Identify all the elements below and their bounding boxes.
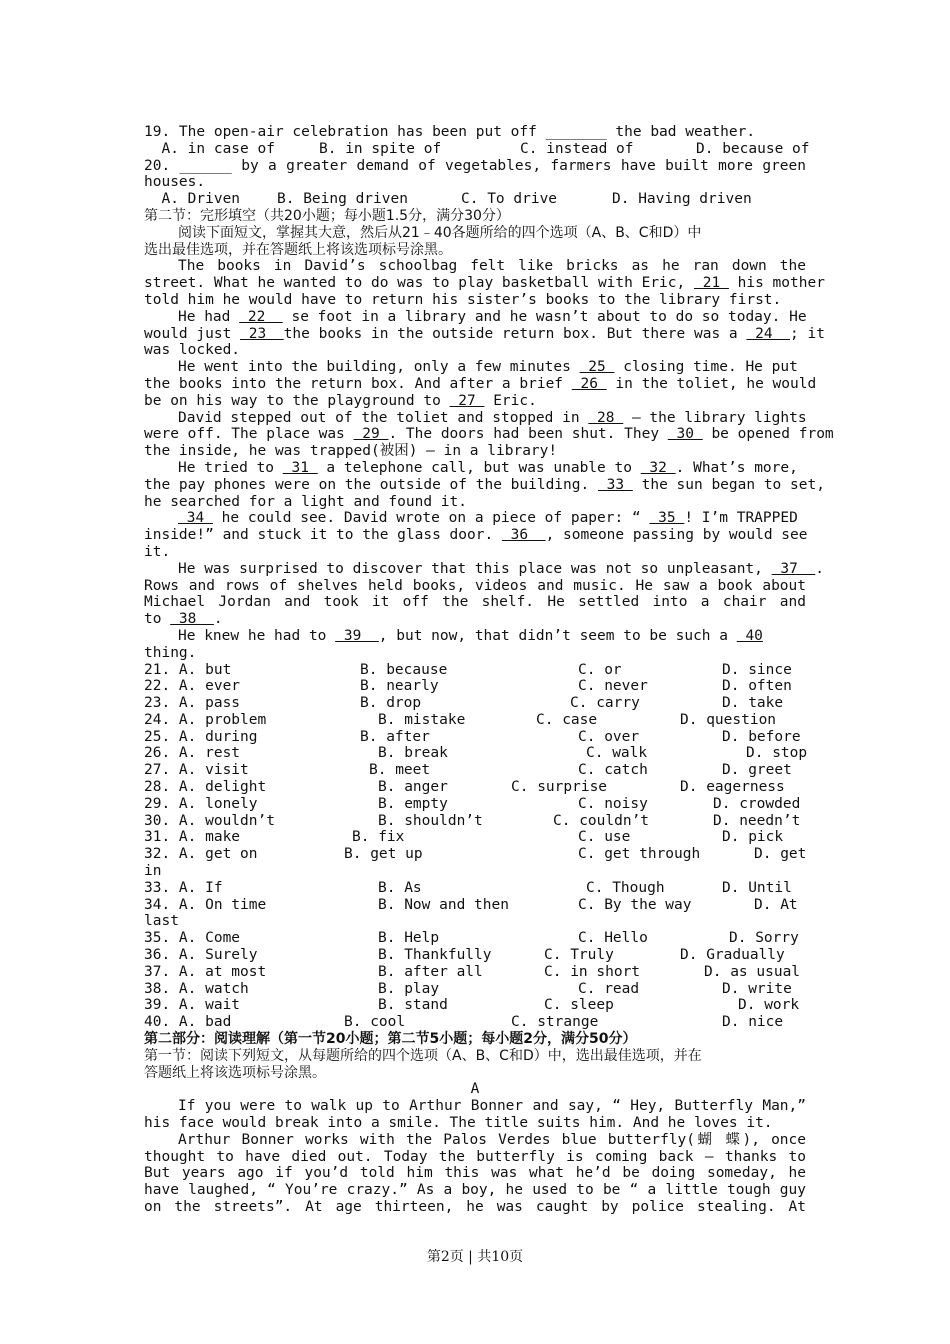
option-b: B. meet [369,762,431,779]
part2-instruction-line1: 第一节：阅读下列短文，从每题所给的四个选项（A、B、C和D）中，选出最佳选项，并在 [144,1047,702,1064]
option-c: C. couldn’t [553,812,650,829]
q19-stem: 19. The open-air celebration has been put off _______ the bad weather. [144,124,756,140]
text: He tried to [178,459,283,476]
option-a: 34. A. On time [144,896,267,913]
q19-option-a: A. in case of [144,140,275,157]
text: He had [178,308,240,325]
section2-instruction-line1: 阅读下面短文，掌握其大意，然后从21﹣40各题所给的四个选项（A、B、C和D）中 [178,224,702,241]
option-row [144,997,806,1014]
blank-27: 27 [449,392,485,409]
option-row [144,880,806,897]
text: be opened from [702,426,834,443]
q19-option-b: B. in spite of [319,140,442,157]
option-b: B. As [378,879,422,896]
option-wrap: in [144,863,162,880]
option-a: 26. A. rest [144,745,241,762]
passage-p6-line2 [144,527,806,544]
option-b: B. anger [378,779,448,796]
blank-25: 25 [579,359,615,376]
text: the sun began to set, [632,476,825,493]
passage-a-line1: If you were to walk up to Arthur Bonner and say, “ Hey, Butterfly Man,” [178,1098,806,1115]
passage-a-line3: Arthur Bonner works with the Palos Verdes blue butterfly(蝴 蝶), once [178,1131,806,1148]
text: ; it [790,325,825,342]
option-b: B. cool [344,1014,406,1031]
q20-options [144,191,806,208]
text: , someone passing by would see [545,527,808,544]
option-b: B. nearly [360,678,439,695]
text: to [144,611,171,628]
page-footer: 第2页 | 共10页 [426,1249,524,1265]
option-d: D. pick [722,829,784,846]
option-a: 32. A. get on [144,846,258,863]
option-d: D. At [754,896,798,913]
option-d: D. get [754,846,807,863]
passage-a-line4: thought to have died out. Today the butterfly is coming back — thanks to [144,1148,806,1165]
text: the books into the return box. And after a brief [144,375,572,392]
passage-p1-line2 [144,275,825,292]
section2-heading: 第二节：完形填空（共20小题；每小题1.5分，满分30分） [144,207,510,224]
option-a: 22. A. ever [144,678,241,695]
passage-p2-line3: was locked. [144,342,241,359]
passage-p5-line1 [144,460,806,477]
option-d: D. since [722,661,792,678]
option-row [144,829,806,846]
text: his mother [728,275,825,292]
option-d: D. needn’t [713,812,801,829]
passage-p3-line2 [144,375,817,393]
option-b: B. shouldn’t [378,812,483,829]
part2-instruction-line2: 答题纸上将该选项标号涂黑。 [144,1064,326,1081]
option-row [144,712,806,729]
text: were off. The place was [144,426,354,443]
option-d: D. question [680,711,777,728]
option-b: B. after [360,728,430,745]
option-c: C. surprise [511,779,608,796]
text: . The doors had been shut. They [388,426,668,443]
passage-a-line2: his face would break into a smile. The title suits him. And he loves it. [144,1115,773,1132]
option-d: D. crowded [713,795,801,812]
passage-p6-line1 [144,510,806,527]
option-d: D. eagerness [680,779,785,796]
option-c: C. never [578,678,648,695]
option-a: 36. A. Surely [144,947,258,964]
option-c: C. case [536,711,598,728]
text: the books in the outside return box. But there was a [283,325,747,342]
option-c: C. in short [544,963,641,980]
text: . [815,560,825,577]
text: a telephone call, but was unable to [317,459,641,476]
blank-22: 22 [239,308,283,325]
blank-29: 29 [353,426,389,443]
blank-32: 32 [640,459,676,476]
page-content [144,124,834,1216]
option-b: B. fix [352,829,405,846]
option-b: B. Help [378,930,440,947]
passage-p1-line1: The books in David’s schoolbag felt like bricks as he ran down the [178,258,806,275]
option-row [144,947,806,964]
part2-heading: 第二部分：阅读理解（第一节20小题；第二节5小题；每小题2分，满分50分） [144,1031,637,1048]
passage-p4-line2 [144,426,834,443]
option-a: 21. A. but [144,661,232,678]
option-row [144,762,806,779]
option-d: D. Sorry [729,930,799,947]
option-wrap: last [144,913,179,930]
option-d: D. often [722,678,792,695]
option-d: D. Until [722,879,792,896]
option-row [144,662,806,679]
text: — the library lights [623,409,807,426]
option-a: 24. A. problem [144,711,267,728]
option-b: B. Now and then [378,896,509,913]
option-row [144,678,806,695]
option-c: C. walk [586,745,648,762]
passage-p4-line3: the inside, he was trapped(被困) — in a library! [144,443,558,460]
passage-p7-line2: Rows and rows of shelves held books, videos and music. He saw a book about [144,577,806,594]
blank-35: 35 [649,510,685,527]
option-c: C. noisy [578,795,648,812]
text: Eric. [484,392,537,409]
option-c: C. carry [570,695,640,712]
passage-p2-line1 [144,309,806,326]
option-c: C. get through [578,846,701,863]
option-c: C. use [578,829,631,846]
q20-option-b: B. Being driven [277,191,408,208]
text: inside!” and stuck it to the glass door. [144,527,502,544]
option-c: C. sleep [544,997,614,1014]
option-row [144,981,806,998]
text: the pay phones were on the outside of the building. [144,476,598,493]
option-c: C. or [578,661,622,678]
option-a: 27. A. visit [144,762,249,779]
option-b: B. because [360,661,448,678]
passage-p5-line2 [144,476,825,494]
option-row [144,695,806,712]
option-a: 37. A. at most [144,963,267,980]
option-row [144,729,806,746]
text: David stepped out of the toliet and stopped in [178,409,589,426]
option-row [144,846,806,863]
q19-option-d: D. because of [696,140,810,157]
option-row [144,930,806,947]
text: . What’s more, [675,459,798,476]
passage-p8-line1 [144,628,806,645]
option-b: B. after all [378,963,483,980]
option-d: D. nice [722,1014,784,1031]
option-c: C. Hello [578,930,648,947]
blank-31: 31 [282,459,318,476]
option-a: 23. A. pass [144,695,241,712]
text: se foot in a library and he wasn’t about to do so today. He [282,308,807,325]
option-b: B. mistake [378,711,466,728]
option-d: D. before [722,728,801,745]
passage-p7-line4 [144,611,806,628]
option-c: C. strange [511,1014,599,1031]
option-a: 38. A. watch [144,980,249,997]
option-d: D. greet [722,762,792,779]
passage-p8-line2: thing. [144,644,197,661]
option-b: B. Thankfully [378,947,492,964]
option-a: 33. A. If [144,879,223,896]
blank-34: 34 [178,510,213,527]
option-d: D. write [722,980,792,997]
option-row [144,1014,806,1031]
option-row [144,779,806,796]
option-a: 39. A. wait [144,997,241,1014]
passage-a-line5: But years ago if you’d told him this was what he’d be doing someday, he [144,1165,806,1182]
text: would just [144,325,241,342]
option-c: C. Truly [544,947,614,964]
section2-instruction-line2: 选出最佳选项，并在答题纸上将该选项标号涂黑。 [144,241,452,258]
passage-p7-line3: Michael Jordan and took it off the shelf. He settled into a chair and [144,594,806,611]
blank-38: 38 [170,611,214,628]
option-c: C. catch [578,762,648,779]
blank-33: 33 [597,476,633,493]
option-c: C. Though [586,879,665,896]
passage-p1-line3: told him he would have to return his sister’s books to the library first. [144,291,782,308]
option-a: 25. A. during [144,728,258,745]
passage-p2-line2 [144,325,825,343]
option-c: C. over [578,728,640,745]
q19-options [144,140,810,158]
option-row [144,796,806,813]
text: He went into the building, only a few minutes [178,359,580,376]
blank-39: 39 [335,627,379,644]
blank-26: 26 [571,375,607,392]
option-a: 30. A. wouldn’t [144,812,275,829]
passage-p3-line3 [144,393,806,410]
passage-p4-line1 [144,410,806,427]
text: , but now, that didn’t seem to be such a [378,627,737,644]
passage-p7-line1 [144,560,825,578]
option-a: 31. A. make [144,829,241,846]
blank-21: 21 [693,275,729,292]
blank-37: 37 [771,560,816,577]
q20-option-d: D. Having driven [612,191,752,208]
option-a: 29. A. lonely [144,795,258,812]
option-d: D. Gradually [680,947,785,964]
option-d: D. work [738,997,800,1014]
blank-40: 40 [736,627,763,644]
q20-option-c: C. To drive [461,191,558,208]
passage-a-line7: on the streets”. At age thirteen, he was caught by police stealing. At [144,1199,806,1215]
blank-23: 23 [240,325,284,342]
blank-36: 36 [501,527,546,544]
text: He knew he had to [178,627,336,644]
text: street. What he wanted to do was to play basketball with Eric, [144,275,694,292]
cloze-options [144,662,806,1032]
text: He was surprised to discover that this place was not so unpleasant, [178,560,772,577]
option-c: C. By the way [578,896,692,913]
option-d: D. stop [746,745,808,762]
passage-p6-line3: it. [144,543,171,560]
option-a: 40. A. bad [144,1014,232,1031]
text: be on his way to the playground to [144,392,450,409]
q20-option-a: A. Driven [144,191,241,208]
option-b: B. stand [378,997,448,1014]
option-b: B. play [378,980,440,997]
passage-a-line6: have laughed, “ You’re crazy.” As a boy, he used to be “ a little tough guy [144,1182,806,1199]
text: ! I’m TRAPPED [684,510,798,527]
passage-p5-line3: he searched for a light and found it. [144,493,468,510]
passage-p3-line1 [144,359,806,376]
option-b: B. get up [344,846,423,863]
q20-stem-line2: houses. [144,174,206,191]
option-row [144,964,806,981]
text: in the toliet, he would [606,375,817,392]
q20-stem-line1: 20. ______ by a greater demand of vegetables, farmers have built more green [144,157,806,174]
option-row [144,897,806,914]
option-row [144,813,806,830]
option-row [144,745,806,762]
text: . [213,611,223,628]
blank-30: 30 [667,426,703,443]
q19-option-c: C. instead of [520,140,634,157]
text: he could see. David wrote on a piece of paper: “ [212,510,650,527]
option-d: D. as usual [704,963,801,980]
passage-a-label: A [470,1081,480,1098]
option-d: D. take [722,695,784,712]
option-a: 35. A. Come [144,930,241,947]
option-b: B. drop [360,695,422,712]
blank-28: 28 [588,409,624,426]
option-a: 28. A. delight [144,779,267,796]
blank-24: 24 [746,325,791,342]
option-c: C. read [578,980,640,997]
option-b: B. break [378,745,448,762]
text: closing time. He put [614,359,798,376]
option-b: B. empty [378,795,448,812]
